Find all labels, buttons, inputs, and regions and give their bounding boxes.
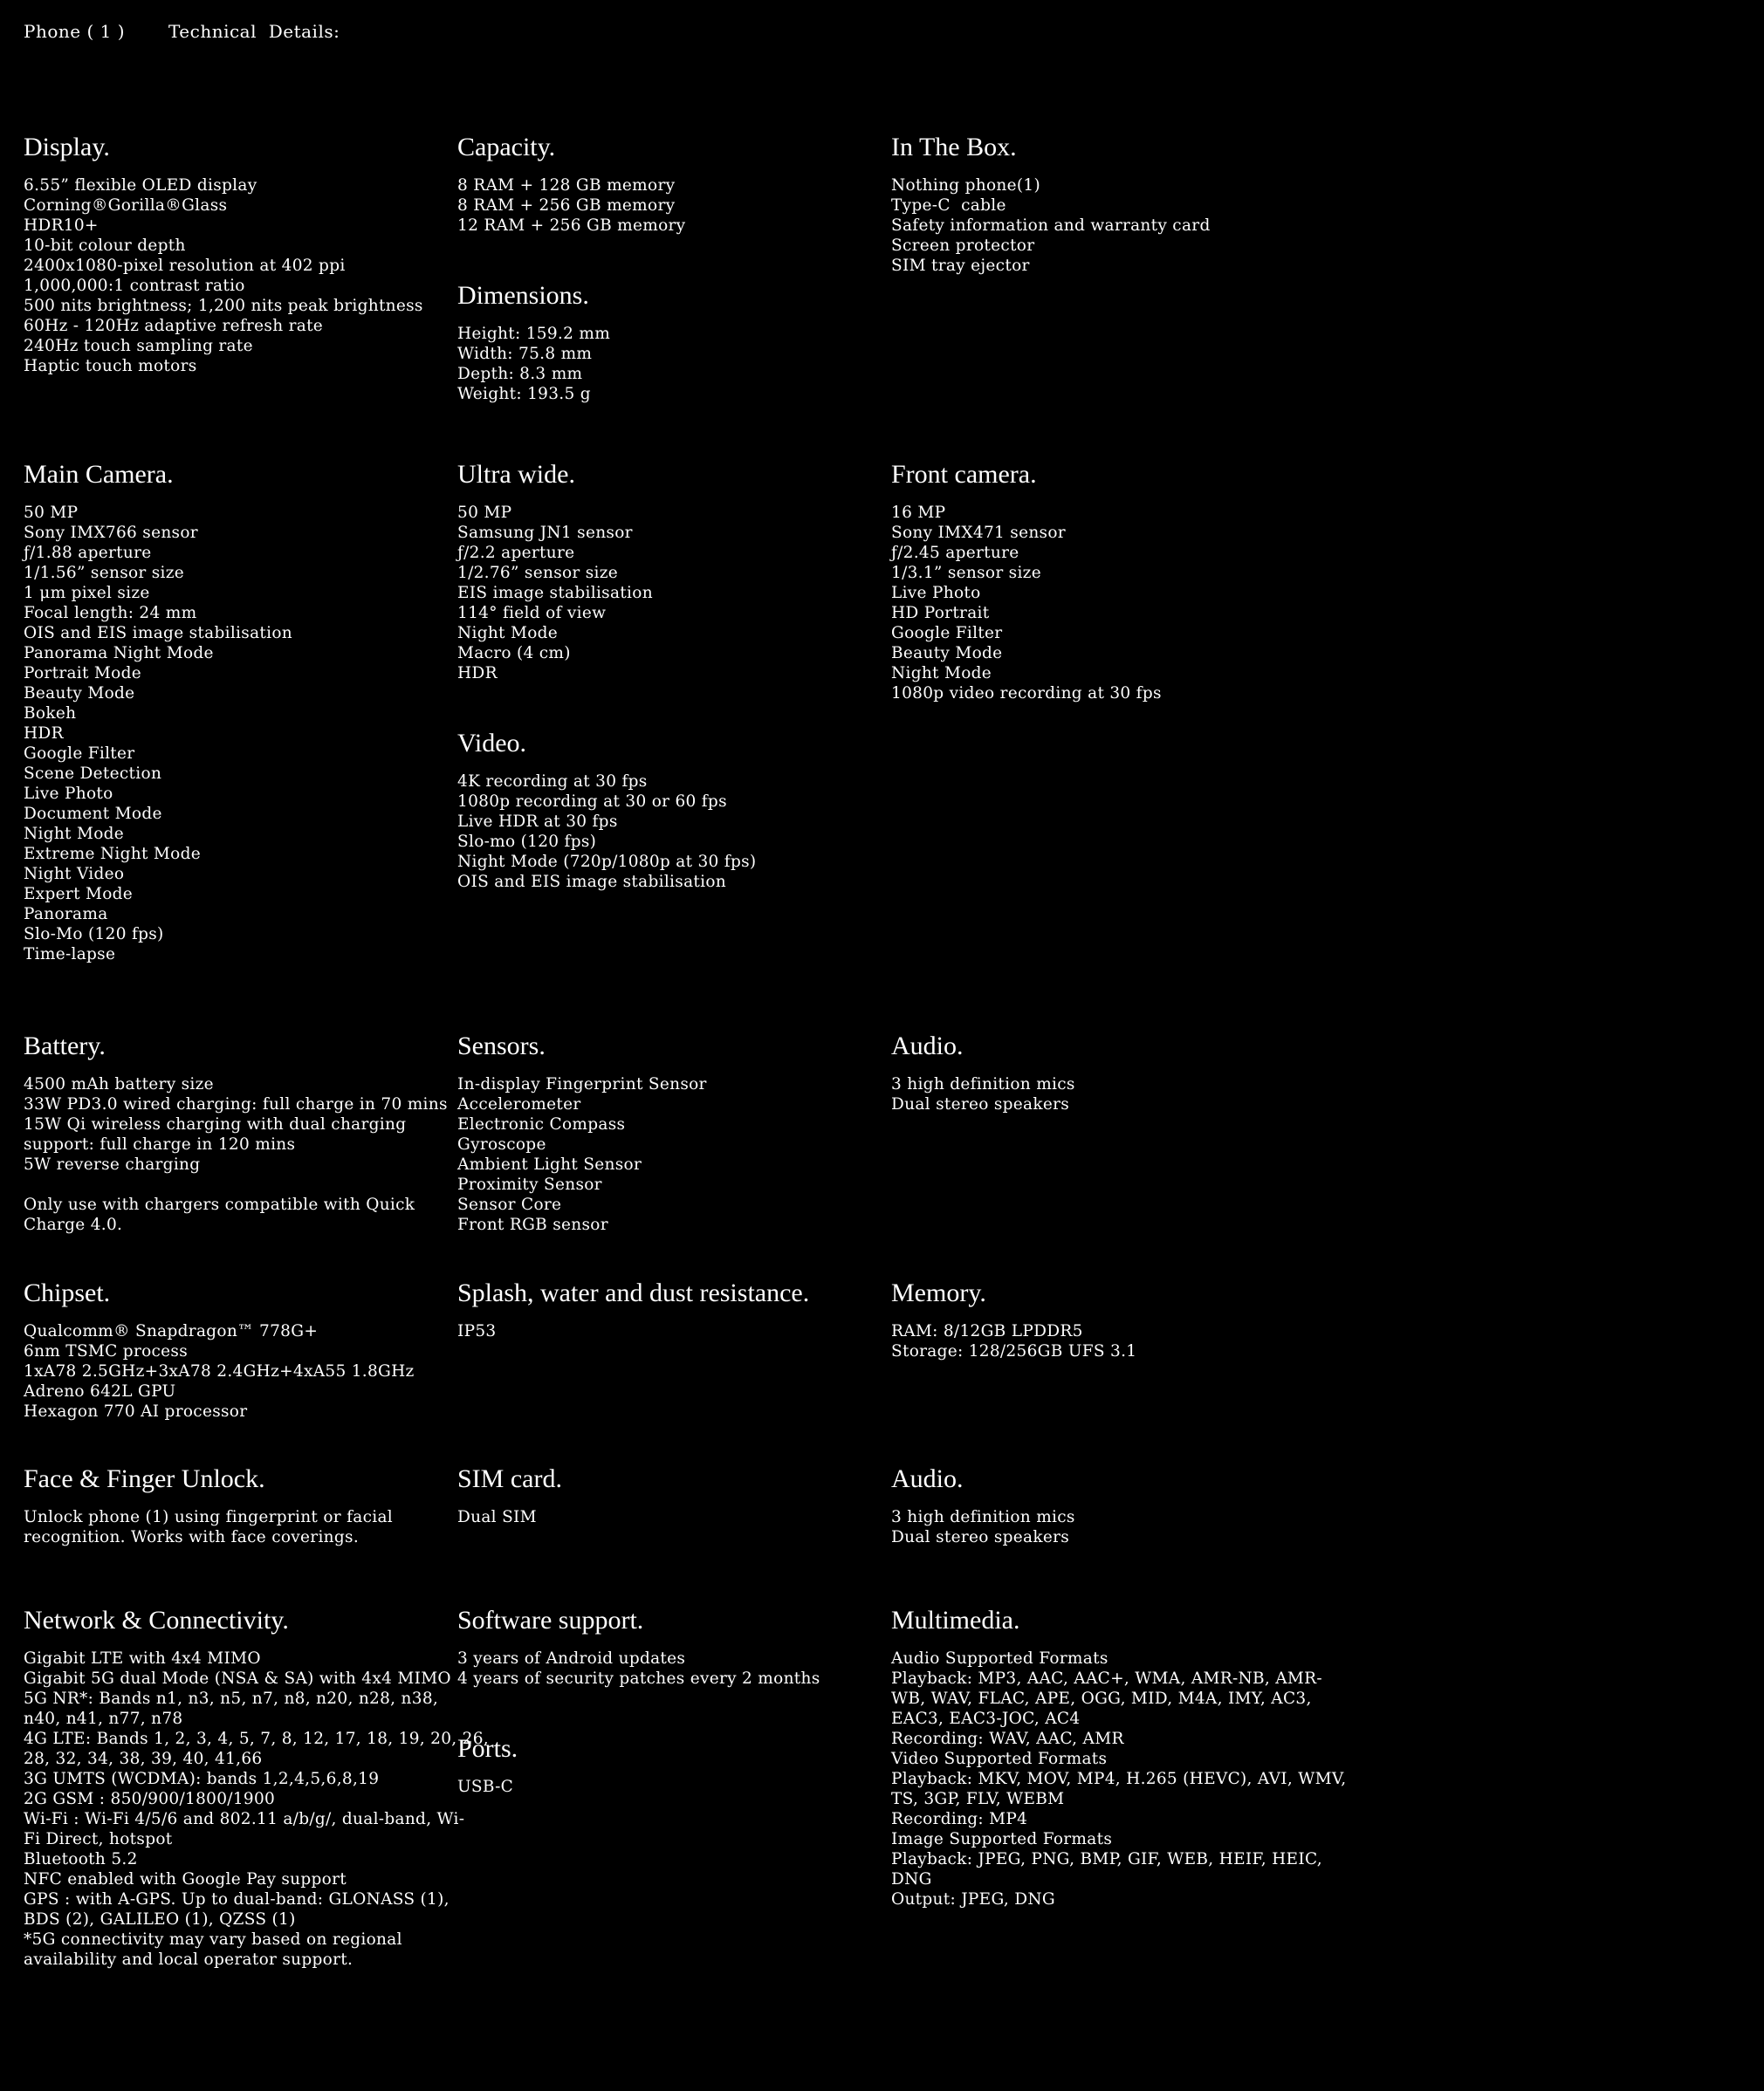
spec-section <box>891 1277 1328 1361</box>
spec-line: 5W reverse charging <box>24 1155 201 1174</box>
spec-line: Haptic touch motors <box>24 357 197 375</box>
spec-column <box>891 1030 1328 1114</box>
section-title: Main Camera. <box>24 460 174 489</box>
spec-line: 2400x1080-pixel resolution at 402 ppi <box>24 257 346 275</box>
spec-line: Live HDR at 30 fps <box>457 812 618 831</box>
spec-column <box>24 1277 457 1422</box>
spec-line: *5G connectivity may vary based on regional <box>24 1930 402 1949</box>
spec-section <box>457 458 891 683</box>
spec-column <box>891 1604 1347 1909</box>
spec-line: Qualcomm® Snapdragon™ 778G+ <box>24 1322 319 1340</box>
spec-line: 12 RAM + 256 GB memory <box>457 216 686 235</box>
spec-line: IP53 <box>457 1322 497 1340</box>
spec-line: USB-C <box>457 1778 514 1796</box>
spec-line: 4K recording at 30 fps <box>457 772 648 791</box>
spec-line: Safety information and warranty card <box>891 216 1211 235</box>
spec-column <box>891 1277 1328 1361</box>
spec-section <box>24 131 457 376</box>
spec-line: 1080p recording at 30 or 60 fps <box>457 792 727 811</box>
section-title: Face & Finger Unlock. <box>24 1464 265 1493</box>
spec-line: Hexagon 770 AI processor <box>24 1402 248 1421</box>
spec-section <box>891 458 1328 703</box>
spec-row <box>24 131 1328 404</box>
spec-line: DNG <box>891 1870 932 1889</box>
spec-line: Night Mode <box>24 825 125 843</box>
spec-row <box>24 1463 1328 1547</box>
spec-line: Corning®Gorilla®Glass <box>24 196 228 215</box>
spec-line: Nothing phone(1) <box>891 176 1040 195</box>
spec-row <box>24 458 1328 964</box>
spec-section <box>891 1604 1347 1909</box>
spec-line: 1,000,000:1 contrast ratio <box>24 277 245 295</box>
spec-section <box>457 1030 891 1235</box>
spec-line: Accelerometer <box>457 1095 581 1114</box>
spec-column <box>24 131 457 376</box>
spec-line: 33W PD3.0 wired charging: full charge in 70 mins <box>24 1095 448 1114</box>
spec-line: availability and local operator support. <box>24 1950 353 1969</box>
spec-line: HDR10+ <box>24 216 99 235</box>
spec-line: 60Hz - 120Hz adaptive refresh rate <box>24 317 324 335</box>
spec-line: Weight: 193.5 g <box>457 385 591 403</box>
spec-line: 28, 32, 34, 38, 39, 40, 41,66 <box>24 1750 263 1768</box>
spec-line: Height: 159.2 mm <box>457 325 611 343</box>
spec-line: Panorama <box>24 905 108 923</box>
spec-line: Extreme Night Mode <box>24 845 201 863</box>
section-title: Ports. <box>457 1734 518 1763</box>
spec-column <box>24 458 457 964</box>
section-title: Audio. <box>891 1032 964 1060</box>
spec-line: Proximity Sensor <box>457 1176 602 1194</box>
spec-section <box>24 1463 457 1547</box>
spec-line: ƒ/2.2 aperture <box>457 544 575 562</box>
section-title: Multimedia. <box>891 1606 1020 1635</box>
spec-line: Beauty Mode <box>24 684 135 703</box>
spec-line: Document Mode <box>24 805 162 823</box>
spec-row <box>24 1277 1328 1422</box>
spec-line: 4500 mAh battery size <box>24 1075 214 1093</box>
spec-line: TS, 3GP, FLV, WEBM <box>891 1790 1065 1808</box>
spec-section <box>24 458 457 964</box>
spec-line: 10-bit colour depth <box>24 237 186 255</box>
spec-line: In-display Fingerprint Sensor <box>457 1075 707 1093</box>
spec-line: Macro (4 cm) <box>457 644 571 662</box>
spec-section <box>457 727 891 892</box>
spec-line: 8 RAM + 128 GB memory <box>457 176 676 195</box>
spec-section <box>891 1030 1328 1114</box>
section-title: Display. <box>24 133 110 161</box>
spec-section <box>457 1732 891 1797</box>
spec-line: 2G GSM : 850/900/1800/1900 <box>24 1790 276 1808</box>
spec-column <box>24 1463 457 1547</box>
spec-section <box>457 131 891 236</box>
spec-line: Samsung JN1 sensor <box>457 524 633 542</box>
brand-name: Phone ( 1 ) <box>24 21 125 42</box>
spec-line: SIM tray ejector <box>891 257 1030 275</box>
section-title: Chipset. <box>24 1279 111 1307</box>
spec-line: 8 RAM + 256 GB memory <box>457 196 676 215</box>
spec-line: 500 nits brightness; 1,200 nits peak brightness <box>24 297 423 315</box>
spec-line: recognition. Works with face coverings. <box>24 1528 359 1546</box>
spec-line: 114° field of view <box>457 604 607 622</box>
spec-line: Front RGB sensor <box>457 1216 608 1234</box>
spec-line: Screen protector <box>891 237 1035 255</box>
spec-line: Playback: MKV, MOV, MP4, H.265 (HEVC), AVI, WMV, <box>891 1770 1347 1788</box>
section-title: Dimensions. <box>457 281 589 310</box>
spec-column <box>457 458 891 892</box>
spec-line: Width: 75.8 mm <box>457 345 593 363</box>
spec-line: 1080p video recording at 30 fps <box>891 684 1162 703</box>
spec-line: Ambient Light Sensor <box>457 1155 642 1174</box>
spec-line: 3 high definition mics <box>891 1508 1075 1526</box>
spec-column <box>457 1463 891 1527</box>
section-title: Audio. <box>891 1464 964 1493</box>
spec-line: n40, n41, n77, n78 <box>24 1710 183 1728</box>
spec-line: 3G UMTS (WCDMA): bands 1,2,4,5,6,8,19 <box>24 1770 380 1788</box>
spec-line: Audio Supported Formats <box>891 1649 1109 1668</box>
section-title: In The Box. <box>891 133 1017 161</box>
spec-line: ƒ/2.45 aperture <box>891 544 1019 562</box>
spec-line: 1 μm pixel size <box>24 584 150 602</box>
spec-line: HDR <box>24 724 64 743</box>
spec-line: GPS : with A-GPS. Up to dual-band: GLONASS (1), <box>24 1890 450 1909</box>
spec-line: ƒ/1.88 aperture <box>24 544 152 562</box>
spec-line: 16 MP <box>891 504 946 522</box>
spec-column <box>24 1030 457 1235</box>
spec-line: Depth: 8.3 mm <box>457 365 583 383</box>
spec-section <box>891 131 1328 276</box>
spec-line: HD Portrait <box>891 604 990 622</box>
spec-line: 240Hz touch sampling rate <box>24 337 253 355</box>
spec-line: support: full charge in 120 mins <box>24 1135 296 1154</box>
spec-line: Scene Detection <box>24 764 162 783</box>
spec-row <box>24 1604 1347 1970</box>
spec-line: Sony IMX766 sensor <box>24 524 198 542</box>
page-title: Technical Details: <box>168 21 340 42</box>
spec-line: Dual stereo speakers <box>891 1095 1070 1114</box>
spec-line: Bluetooth 5.2 <box>24 1850 138 1868</box>
spec-line: Google Filter <box>24 744 135 763</box>
spec-line: 15W Qi wireless charging with dual charging <box>24 1115 407 1134</box>
spec-line: OIS and EIS image stabilisation <box>24 624 293 642</box>
spec-line: Storage: 128/256GB UFS 3.1 <box>891 1342 1137 1361</box>
spec-section <box>24 1277 457 1422</box>
spec-column <box>457 1277 891 1341</box>
spec-line: Night Mode (720p/1080p at 30 fps) <box>457 853 757 871</box>
spec-line: NFC enabled with Google Pay support <box>24 1870 347 1889</box>
spec-line: Gyroscope <box>457 1135 546 1154</box>
spec-line: 3 high definition mics <box>891 1075 1075 1093</box>
spec-column <box>891 1463 1328 1547</box>
spec-line: 1/1.56” sensor size <box>24 564 185 582</box>
spec-line: BDS (2), GALILEO (1), QZSS (1) <box>24 1910 296 1929</box>
section-title: Software support. <box>457 1606 644 1635</box>
spec-line: Live Photo <box>24 785 113 803</box>
spec-column <box>457 1604 891 1797</box>
spec-line: Recording: WAV, AAC, AMR <box>891 1730 1124 1748</box>
section-title: Sensors. <box>457 1032 546 1060</box>
spec-line: Slo-mo (120 fps) <box>457 833 597 851</box>
spec-line: EIS image stabilisation <box>457 584 653 602</box>
spec-line: Dual stereo speakers <box>891 1528 1070 1546</box>
spec-line: 1xA78 2.5GHz+3xA78 2.4GHz+4xA55 1.8GHz <box>24 1362 415 1381</box>
spec-line <box>24 1175 457 1195</box>
spec-line: Panorama Night Mode <box>24 644 214 662</box>
spec-line: HDR <box>457 664 498 682</box>
spec-line: 3 years of Android updates <box>457 1649 686 1668</box>
spec-line: Google Filter <box>891 624 1003 642</box>
spec-line: 6.55” flexible OLED display <box>24 176 257 195</box>
spec-line: Recording: MP4 <box>891 1810 1028 1828</box>
spec-line: Live Photo <box>891 584 981 602</box>
section-title: SIM card. <box>457 1464 562 1493</box>
spec-line: 4G LTE: Bands 1, 2, 3, 4, 5, 7, 8, 12, 17, 18, 19, 20, 26, <box>24 1730 489 1748</box>
spec-column <box>457 1030 891 1235</box>
spec-line: Beauty Mode <box>891 644 1003 662</box>
spec-line: Output: JPEG, DNG <box>891 1890 1055 1909</box>
section-title: Ultra wide. <box>457 460 575 489</box>
section-title: Memory. <box>891 1279 986 1307</box>
spec-line: Fi Direct, hotspot <box>24 1830 173 1848</box>
spec-column <box>891 131 1328 276</box>
section-title: Capacity. <box>457 133 556 161</box>
spec-line: 5G NR*: Bands n1, n3, n5, n7, n8, n20, n28, n38, <box>24 1690 439 1708</box>
spec-line: 50 MP <box>457 504 512 522</box>
spec-line: Time-lapse <box>24 945 116 963</box>
section-title: Network & Connectivity. <box>24 1606 289 1635</box>
spec-section <box>24 1030 457 1235</box>
spec-line: Electronic Compass <box>457 1115 626 1134</box>
spec-line: 1/2.76” sensor size <box>457 564 619 582</box>
spec-section <box>457 279 891 404</box>
section-title: Battery. <box>24 1032 106 1060</box>
spec-line: Gigabit LTE with 4x4 MIMO <box>24 1649 261 1668</box>
spec-line: Unlock phone (1) using fingerprint or facial <box>24 1508 394 1526</box>
spec-line: Sony IMX471 sensor <box>891 524 1066 542</box>
spec-section <box>457 1604 891 1689</box>
spec-line: Sensor Core <box>457 1196 562 1214</box>
spec-line: Playback: MP3, AAC, AAC+, WMA, AMR-NB, AMR- <box>891 1669 1322 1688</box>
spec-line: OIS and EIS image stabilisation <box>457 873 727 891</box>
spec-line: Type-C cable <box>891 196 1006 215</box>
spec-section <box>457 1463 891 1527</box>
spec-line: Night Video <box>24 865 125 883</box>
spec-row <box>24 1030 1328 1235</box>
page-header <box>24 19 809 47</box>
spec-line: Image Supported Formats <box>891 1830 1113 1848</box>
spec-line: 4 years of security patches every 2 months <box>457 1669 820 1688</box>
spec-line: Bokeh <box>24 704 77 723</box>
spec-section <box>457 1277 891 1341</box>
spec-line: WB, WAV, FLAC, APE, OGG, MID, M4A, IMY, AC3, <box>891 1690 1312 1708</box>
spec-line: Video Supported Formats <box>891 1750 1108 1768</box>
spec-line: Night Mode <box>457 624 559 642</box>
spec-line: 1/3.1” sensor size <box>891 564 1041 582</box>
spec-line: Charge 4.0. <box>24 1216 123 1234</box>
spec-line: Night Mode <box>891 664 992 682</box>
spec-line: RAM: 8/12GB LPDDR5 <box>891 1322 1083 1340</box>
section-title: Front camera. <box>891 460 1037 489</box>
spec-line: Gigabit 5G dual Mode (NSA & SA) with 4x4 MIMO <box>24 1669 451 1688</box>
spec-column <box>891 458 1328 703</box>
spec-line: Portrait Mode <box>24 664 141 682</box>
spec-line: Dual SIM <box>457 1508 537 1526</box>
spec-line: Playback: JPEG, PNG, BMP, GIF, WEB, HEIF, HEIC, <box>891 1850 1322 1868</box>
spec-line: EAC3, EAC3-JOC, AC4 <box>891 1710 1081 1728</box>
section-title: Splash, water and dust resistance. <box>457 1279 810 1307</box>
spec-section <box>891 1463 1328 1547</box>
spec-line: Wi-Fi : Wi-Fi 4/5/6 and 802.11 a/b/g/, dual-band, Wi- <box>24 1810 465 1828</box>
section-title: Video. <box>457 729 527 758</box>
spec-line: 6nm TSMC process <box>24 1342 189 1361</box>
spec-line: Focal length: 24 mm <box>24 604 197 622</box>
spec-line: 50 MP <box>24 504 79 522</box>
spec-line: Expert Mode <box>24 885 134 903</box>
spec-line: Slo-Mo (120 fps) <box>24 925 164 943</box>
spec-column <box>457 131 891 404</box>
spec-line: Adreno 642L GPU <box>24 1382 176 1401</box>
spec-line: Only use with chargers compatible with Quick <box>24 1196 415 1214</box>
